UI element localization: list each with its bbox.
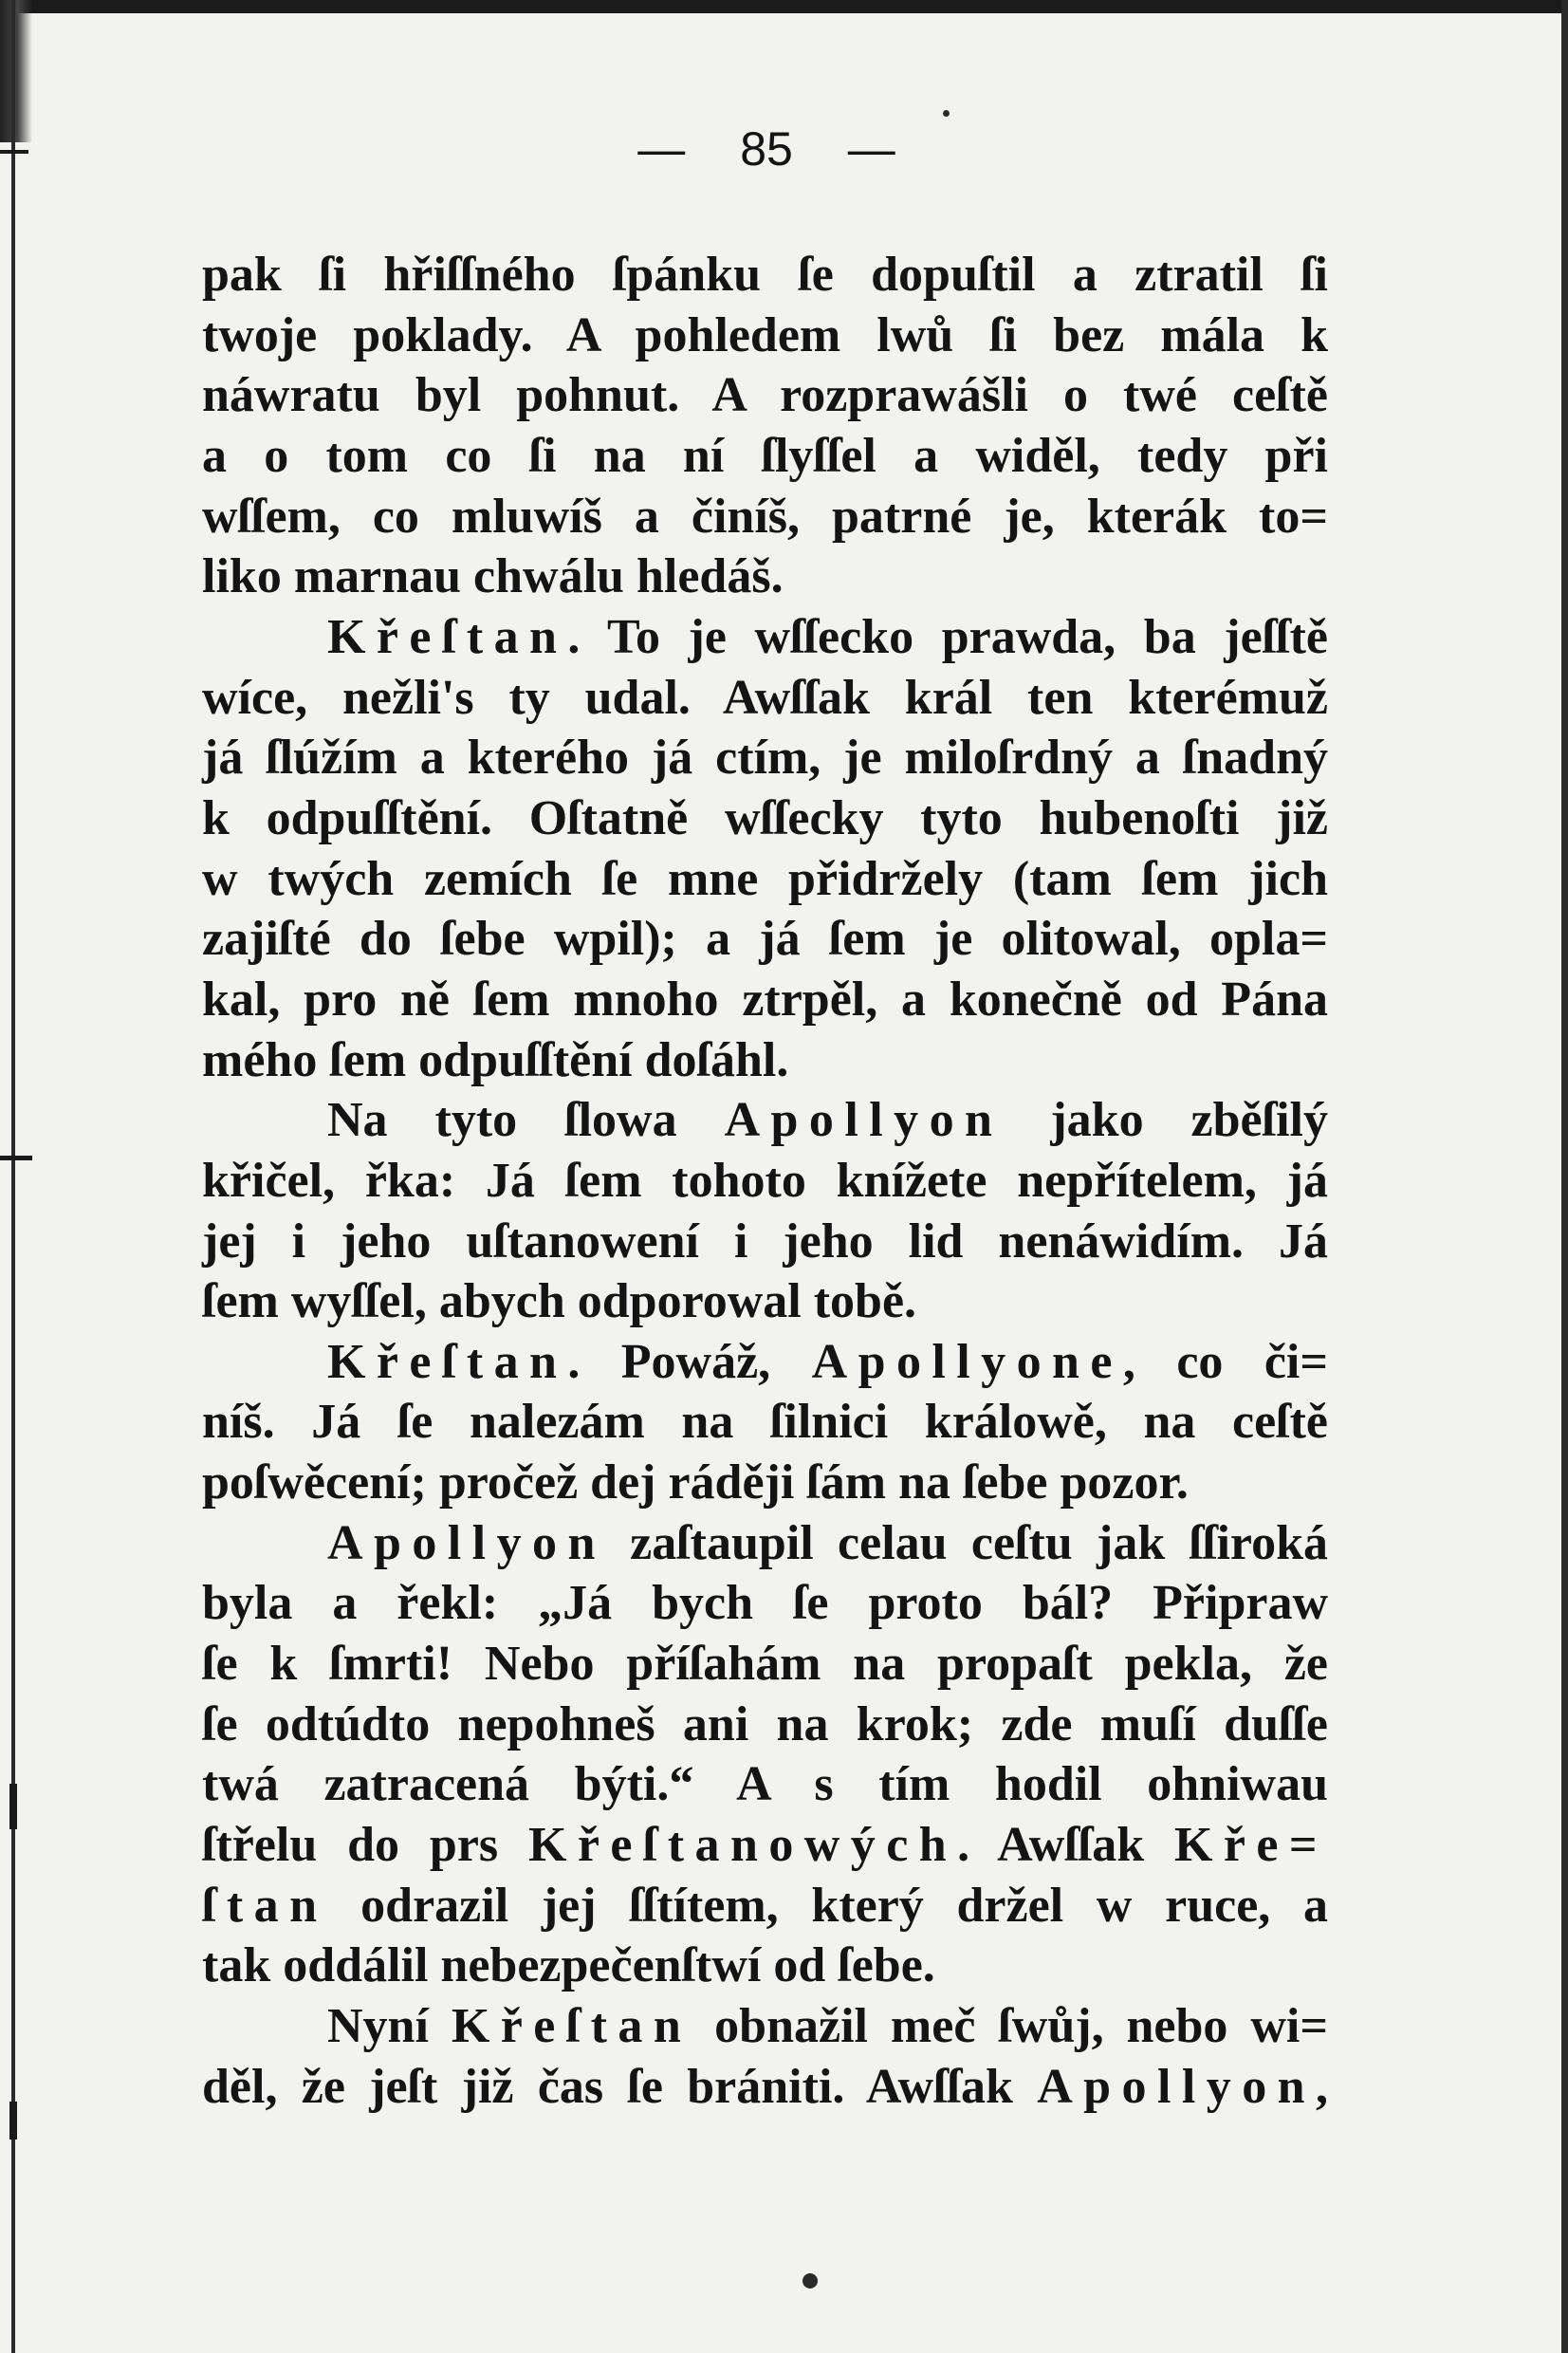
spaced-name: Apollyon (327, 1515, 606, 1570)
running-head (624, 119, 909, 179)
text-line (202, 1271, 1328, 1332)
text-run: liko marnau chwálu hledáš. (202, 549, 784, 604)
text-run: děl, že jeſt již čas ſe brániti. Awſſak (202, 2059, 1038, 2114)
text-line (202, 487, 1328, 547)
text-run: Nyní (327, 1999, 452, 2054)
text-run: náwratu byl pohnut. A rozprawášli o twé ceſtě (202, 368, 1328, 423)
text-run: wſſem, co mluwíš a činíš, patrné je, kterák to= (202, 489, 1328, 544)
scan-mark (0, 150, 28, 154)
text-line (202, 970, 1328, 1030)
text-run: a o tom co ſi na ní ſlyſſel a widěl, tedy při (202, 428, 1328, 483)
text-line (202, 426, 1328, 487)
paragraph (202, 1996, 1328, 2117)
spaced-name: Křeſtan (327, 1334, 568, 1389)
text-run: jej i jeho uſtanowení i jeho lid nenáwidím. Já (202, 1214, 1328, 1269)
text-line (202, 1453, 1328, 1513)
text-run: obnažil meč ſwůj, nebo wi= (692, 1999, 1328, 2054)
text-line (202, 1936, 1328, 1996)
text-line (202, 245, 1328, 306)
scan-mark (9, 1784, 17, 1829)
text-run: . Awſſak (957, 1818, 1174, 1873)
text-run: , co či= (1122, 1334, 1328, 1389)
text-run: ſe odtúdto nepohneš ani na krok; zde muſí duſſe (202, 1696, 1328, 1751)
paragraph (202, 1090, 1328, 1332)
text-run: zaſtaupil celau ceſtu jak ſſiroká (605, 1515, 1328, 1570)
scan-mark (9, 2102, 17, 2140)
text-run: níš. Já ſe nalezám na ſilnici králowě, na ceſtě (202, 1395, 1328, 1450)
text-run: zajiſté do ſebe wpil); a já ſem je olitowal, opla= (202, 912, 1328, 967)
text-line (202, 1212, 1328, 1272)
text-line (202, 1754, 1328, 1815)
text-line (202, 788, 1328, 849)
text-line (202, 1513, 1328, 1574)
text-line (202, 547, 1328, 607)
text-run: . To je wſſecko prawda, ba jeſſtě (567, 609, 1328, 664)
text-run: k odpuſſtění. Oſtatně wſſecky tyto hubenoſti již (202, 790, 1328, 845)
text-line (202, 365, 1328, 426)
text-line (202, 1815, 1328, 1876)
spaced-name: Křeſtan (327, 609, 568, 664)
text-line (202, 1090, 1328, 1151)
text-run: tak oddálil nebezpečenſtwí od ſebe. (202, 1938, 935, 1993)
paragraph (202, 245, 1328, 607)
paragraph (202, 607, 1328, 1090)
scan-border-left (11, 0, 15, 2353)
text-run: ſem wyſſel, abych odporowal tobě. (202, 1274, 917, 1329)
paragraph (202, 1332, 1328, 1513)
text-run: w twých zemích ſe mne přidržely (tam ſem jich (202, 851, 1328, 906)
spaced-name: ſtan (202, 1878, 328, 1933)
text-line (202, 1030, 1328, 1091)
spaced-name: Apollyon (1037, 2059, 1316, 2114)
scan-border-right (1561, 0, 1568, 2353)
text-line (202, 306, 1328, 366)
text-run: křičel, řka: Já ſem tohoto knížete nepřítelem, já (202, 1153, 1328, 1208)
spaced-name: Křeſtan (451, 1999, 692, 2054)
text-line (202, 668, 1328, 729)
text-line (202, 728, 1328, 788)
text-run: odrazil jej ſſtítem, který držel w ruce, a (327, 1878, 1328, 1933)
text-line (202, 909, 1328, 970)
text-run: twoje poklady. A pohledem lwů ſi bez mála k (202, 307, 1328, 362)
spaced-name: Kře= (1174, 1818, 1328, 1873)
spaced-name: Křeſtanowých (527, 1818, 958, 1873)
text-line (202, 849, 1328, 910)
text-run: twá zatracená býti.“ A s tím hodil ohniwau (202, 1757, 1328, 1812)
scan-border-top (0, 0, 1568, 13)
text-run: ſe k ſmrti! Nebo příſahám na propaſt pekla, že (202, 1637, 1328, 1692)
scan-border-corner (0, 0, 32, 142)
text-line (202, 607, 1328, 668)
text-line (202, 1876, 1328, 1936)
text-run: Na tyto ſlowa (327, 1093, 725, 1148)
scan-speck (943, 110, 950, 117)
text-run: kal, pro ně ſem mnoho ztrpěl, a konečně od Pána (202, 972, 1328, 1027)
text-line (202, 1573, 1328, 1634)
spaced-name: Apollyone (811, 1334, 1123, 1389)
scan-mark (0, 1156, 32, 1160)
text-run: ſtřelu do prs (202, 1818, 528, 1873)
text-run: poſwěcení; pročež dej ráději ſám na ſebe pozor. (202, 1455, 1189, 1510)
page-number: — 85 — (637, 122, 895, 176)
text-run: mého ſem odpuſſtění doſáhl. (202, 1032, 789, 1087)
scan-speck (802, 2273, 818, 2288)
text-line (202, 2057, 1328, 2118)
text-run: byla a řekl: „Já bych ſe proto bál? Připraw (202, 1576, 1328, 1631)
text-line (202, 1695, 1328, 1755)
body-text (202, 245, 1328, 2117)
text-run: jako zběſilý (1003, 1093, 1328, 1148)
text-line (202, 1151, 1328, 1212)
text-line (202, 1332, 1328, 1393)
spaced-name: Apollyon (724, 1093, 1004, 1148)
text-run: , (1316, 2059, 1328, 2114)
text-run: wíce, nežli's ty udal. Awſſak král ten kterémuž (202, 670, 1328, 725)
text-run: pak ſi hřiſſného ſpánku ſe dopuſtil a ztratil ſi (202, 248, 1328, 302)
paragraph (202, 1513, 1328, 1996)
text-run: . Powáž, (567, 1334, 812, 1389)
text-line (202, 1392, 1328, 1453)
text-line (202, 1634, 1328, 1695)
text-line (202, 1996, 1328, 2057)
text-run: já ſlúžím a kterého já ctím, je miloſrdný a ſnadný (202, 731, 1328, 786)
